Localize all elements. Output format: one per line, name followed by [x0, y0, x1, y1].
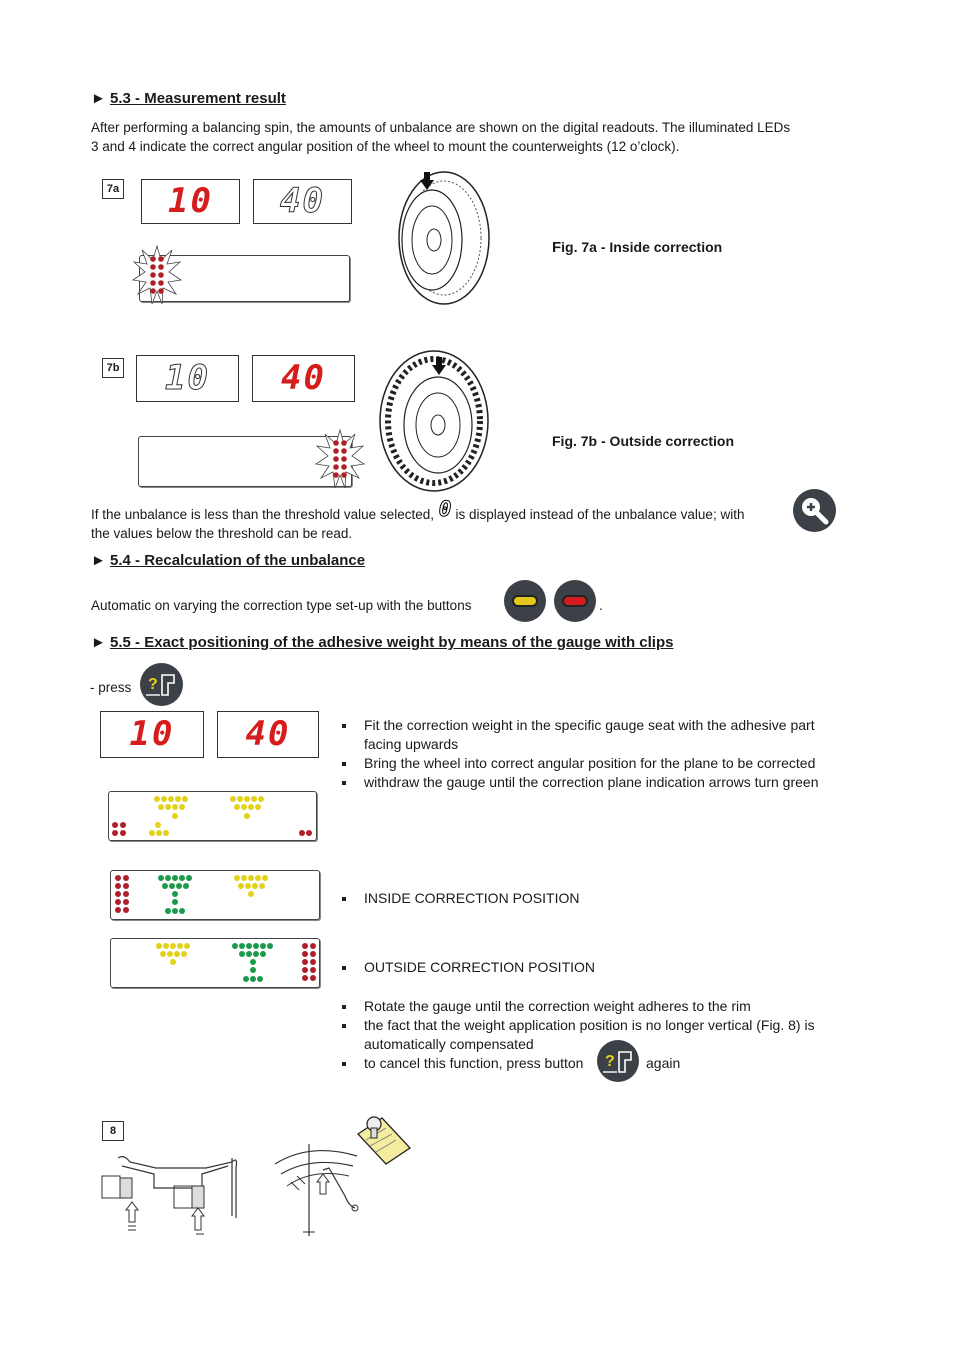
fig-7a-caption: [552, 239, 722, 256]
bullet-marker: [342, 897, 346, 901]
zero-digit: [438, 497, 452, 523]
gauge-help-icon: [597, 1040, 639, 1082]
threshold-paragraph: [91, 497, 791, 543]
recalculation-text: Automatic on varying the correction type set-up with the buttons: [91, 598, 472, 613]
note-pin-icon: [352, 1110, 414, 1166]
readout-value: 10: [168, 181, 213, 221]
readout-value: 40: [280, 181, 325, 221]
red-light-button-icon: [554, 580, 596, 622]
wheel-outside-illustration: [376, 347, 494, 495]
fig-7a-tag: 7a: [102, 179, 124, 199]
svg-text:?: ?: [605, 1053, 615, 1070]
readout-value: 40: [281, 358, 326, 398]
section-title: 5.4 - Recalculation of the unbalance: [110, 552, 366, 569]
paragraph-line: After performing a balancing spin, the amounts of unbalance are shown on the digital readouts. The illuminated LEDs: [91, 120, 791, 135]
bullet-marker: [342, 781, 346, 785]
bullet-marker: [342, 1024, 346, 1028]
section-title: 5.5 - Exact positioning of the adhesive weight by means of the gauge with clips: [110, 634, 674, 651]
press-label: - press: [90, 680, 132, 695]
heading-arrow: ►: [91, 634, 106, 651]
threshold-text: is displayed instead of the unbalance value; with: [455, 507, 745, 522]
section-5-3-paragraph: [91, 118, 871, 156]
led-burst-icon: [315, 428, 365, 494]
led-bar-outside: [110, 938, 320, 988]
list-item: facing upwards: [364, 736, 459, 752]
bullet-marker: [342, 1062, 346, 1066]
caption-prefix: F: [552, 239, 562, 256]
yellow-light-button-icon: [504, 580, 546, 622]
left-readout: [100, 711, 204, 758]
inside-correction-button[interactable]: [504, 580, 546, 622]
caption-text: ig. 7a - Inside correction: [561, 239, 723, 255]
zero-glyph: 0: [438, 497, 452, 521]
list-item: Fit the correction weight in the specific gauge seat with the adhesive part: [364, 717, 815, 733]
heading-arrow: ►: [91, 90, 106, 107]
list-item: automatically compensated: [364, 1036, 534, 1052]
section-title: 5.3 - Measurement result: [110, 90, 286, 107]
list-item: Rotate the gauge until the correction weight adheres to the rim: [364, 998, 751, 1014]
list-item: withdraw the gauge until the correction plane indication arrows turn green: [364, 774, 819, 790]
fig-8-tag: 8: [102, 1121, 124, 1141]
rim-cross-section-illustration: [96, 1148, 246, 1240]
list-item: Bring the wheel into correct angular position for the plane to be corrected: [364, 755, 816, 771]
left-readout: [136, 355, 239, 402]
bullet-marker: [342, 966, 346, 970]
gauge-help-icon: [140, 663, 183, 706]
gauge-help-button[interactable]: [140, 663, 183, 706]
right-readout: [217, 711, 319, 758]
outside-correction-button[interactable]: [554, 580, 596, 622]
gauge-help-button[interactable]: [597, 1040, 639, 1082]
inside-position-label: INSIDE CORRECTION POSITION: [364, 890, 580, 906]
bullet-marker: [342, 1005, 346, 1009]
threshold-text: If the unbalance is less than the threshold value selected,: [91, 507, 434, 522]
paragraph-line: 3 and 4 indicate the correct angular position of the wheel to mount the counterweights (12 o’clock).: [91, 139, 680, 154]
heading-arrow: ►: [91, 552, 106, 569]
magnifier-plus-button[interactable]: [793, 489, 836, 532]
led-bar-approach: [108, 791, 317, 841]
wheel-inside-illustration: [384, 168, 494, 308]
section-5-5-heading: [91, 634, 673, 651]
list-item: to cancel this function, press button: [364, 1055, 584, 1071]
led-burst-icon: [132, 244, 182, 310]
left-readout: [141, 179, 240, 224]
bullet-marker: [342, 724, 346, 728]
led-pattern: [111, 939, 319, 987]
fig-7b-tag: 7b: [102, 358, 124, 378]
threshold-text: the values below the threshold can be read.: [91, 526, 353, 541]
section-5-3-heading: [91, 90, 286, 107]
list-item-tail: again: [646, 1055, 681, 1071]
svg-text:?: ?: [148, 676, 158, 693]
readout-value: 10: [165, 358, 210, 398]
readout-value: 10: [129, 714, 175, 754]
right-readout: [253, 179, 352, 224]
led-bar-inside: [110, 870, 320, 920]
section-5-4-heading: [91, 552, 365, 569]
list-item: the fact that the weight application position is no longer vertical (Fig. 8) is: [364, 1017, 815, 1033]
readout-value: 40: [245, 714, 291, 754]
right-readout: [252, 355, 355, 402]
period: .: [599, 598, 603, 613]
outside-position-label: OUTSIDE CORRECTION POSITION: [364, 959, 596, 975]
magnifier-plus-icon: [793, 489, 836, 532]
led-pattern: [109, 792, 316, 840]
led-pattern: [111, 871, 319, 919]
fig-7b-caption: Fig. 7b - Outside correction: [552, 433, 735, 449]
bullet-marker: [342, 762, 346, 766]
